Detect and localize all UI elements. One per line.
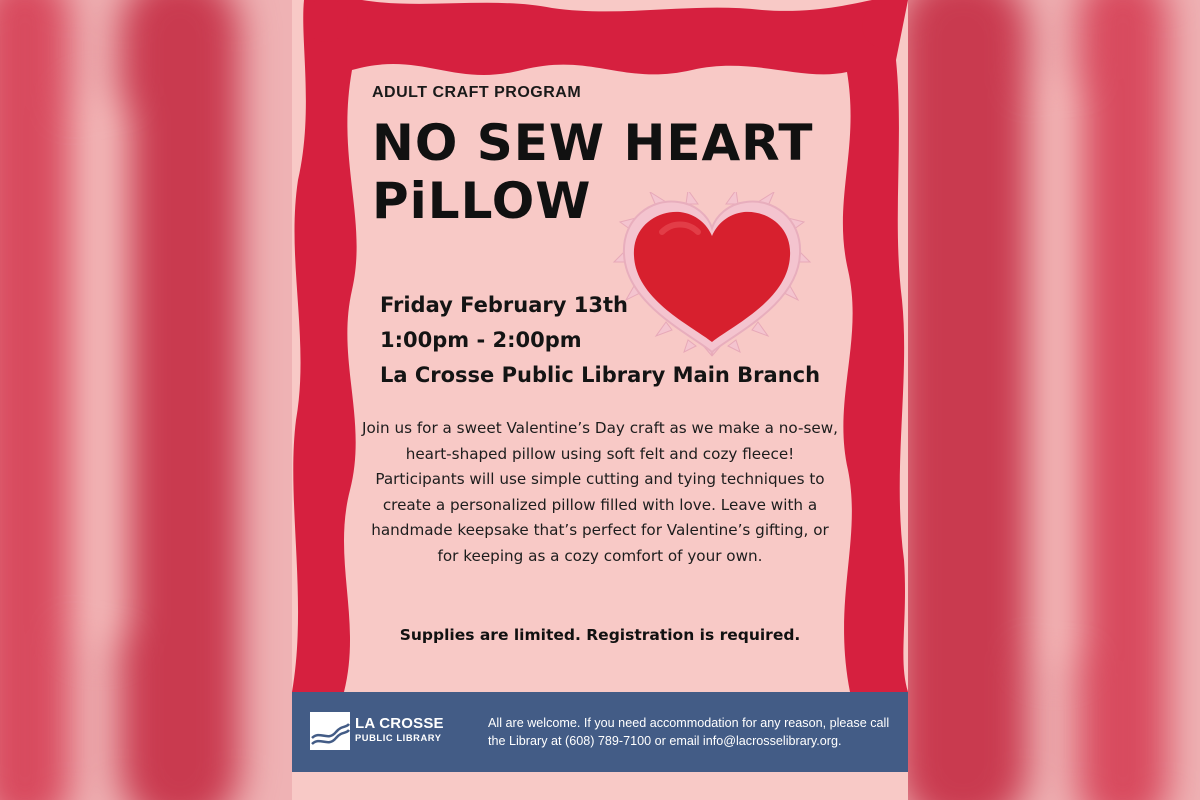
library-logo-mark-icon xyxy=(310,712,350,750)
event-location: La Crosse Public Library Main Branch xyxy=(380,363,821,387)
accommodation-notice: All are welcome. If you need accommodation for any reason, please call the Library at (608) 789-7100 or email info@lacrosselibrary.org. xyxy=(488,716,890,748)
library-footer xyxy=(292,692,908,772)
library-logo xyxy=(310,712,444,750)
event-title-line-2: PiLLOW xyxy=(372,172,592,230)
event-date: Friday February 13th xyxy=(380,293,628,317)
logo-name-line-2: PUBLIC LIBRARY xyxy=(355,733,442,743)
event-time: 1:00pm - 2:00pm xyxy=(380,328,582,352)
event-title-line-1: NO SEW HEART xyxy=(372,114,814,172)
registration-notice: Supplies are limited. Registration is required. xyxy=(399,626,801,644)
logo-name-line-1: LA CROSSE xyxy=(355,715,444,732)
event-details xyxy=(380,288,820,393)
blurred-background-right xyxy=(908,0,1200,800)
event-flyer xyxy=(292,0,908,800)
program-category: ADULT CRAFT PROGRAM xyxy=(372,84,582,101)
blurred-background-left xyxy=(0,0,292,800)
event-description: Join us for a sweet Valentine’s Day craft as we make a no-sew, heart-shaped pillow using soft felt and cozy fleece! Participants will use simple cutting and tying techniques to create a personalized pillow filled with love. Leave with a handmade keepsake that’s perfect for Valentine’s gifting, or for keeping as a cozy comfort of your own. xyxy=(362,419,838,565)
